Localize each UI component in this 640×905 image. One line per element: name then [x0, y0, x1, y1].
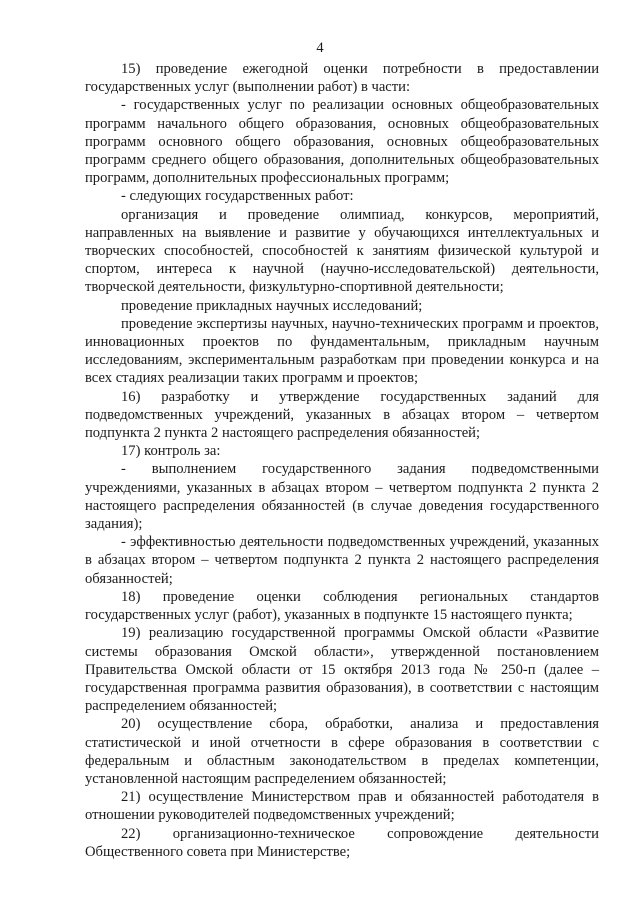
paragraph: проведение экспертизы научных, научно-технических программ и проектов, инновационных проектов по фундаментальным, прикладным научным исследованиям, экспериментальным разработкам при проведении конкурса и на всех стадиях реализации таких программ и проектов;: [85, 315, 599, 387]
document-body: [85, 60, 599, 861]
paragraph: - выполнением государственного задания подведомственными учреждениями, указанных в абзацах втором – четвертом подпункта 2 пункта 2 настоящего распределения обязанностей (в случае доведения государственного задания);: [85, 461, 599, 533]
paragraph: 19) реализацию государственной программы Омской области «Развитие системы образования Омской области», утвержденной постановлением Правительства Омской области от 15 октября 2013 года № 250-п (далее – государственная программа развития образования), в соответствии с настоящим распределением обязанностей;: [85, 625, 599, 715]
paragraph: 16) разработку и утверждение государственных заданий для подведомственных учреждений, указанных в абзацах втором – четвертом подпункта 2 пункта 2 настоящего распределения обязанностей;: [85, 388, 599, 442]
page-number: 4: [316, 40, 324, 56]
paragraph: организация и проведение олимпиад, конкурсов, мероприятий, направленных на выявление и развитие у обучающихся интеллектуальных и творческих способностей, способностей к занятиям физической культурой и спортом, интереса к научной (научно-исследовательской) деятельности, творческой деятельности, физкультурно-спортивной деятельности;: [85, 206, 599, 296]
paragraph: проведение прикладных научных исследований;: [121, 297, 423, 314]
paragraph: 18) проведение оценки соблюдения региональных стандартов государственных услуг (работ), указанных в подпункте 15 настоящего пункта;: [85, 588, 599, 624]
paragraph: - государственных услуг по реализации основных общеобразовательных программ начального общего образования, основных общеобразовательных программ основного общего образования, основных общеобразовательных программ среднего общего образования, дополнительных общеобразовательных программ, дополнительных профессиональных программ;: [85, 97, 599, 187]
paragraph: 15) проведение ежегодной оценки потребности в предоставлении государственных услуг (выполнении работ) в части:: [85, 61, 599, 96]
paragraph: - эффективностью деятельности подведомственных учреждений, указанных в абзацах втором – четвертом подпункта 2 пункта 2 настоящего распределения обязанностей;: [85, 534, 599, 587]
paragraph: 20) осуществление сбора, обработки, анализа и предоставления статистической и иной отчетности в сфере образования в соответствии с федеральным и областным законодательством в пределах компетенции, установленной настоящим распределением обязанностей;: [85, 716, 599, 787]
paragraph: 21) осуществление Министерством прав и обязанностей работодателя в отношении руководителей подведомственных учреждений;: [85, 789, 599, 824]
paragraph: 17) контроль за:: [121, 443, 221, 460]
paragraph: - следующих государственных работ:: [121, 188, 354, 205]
paragraph: 22) организационно-техническое сопровождение деятельности Общественного совета при Министерстве;: [85, 825, 599, 860]
